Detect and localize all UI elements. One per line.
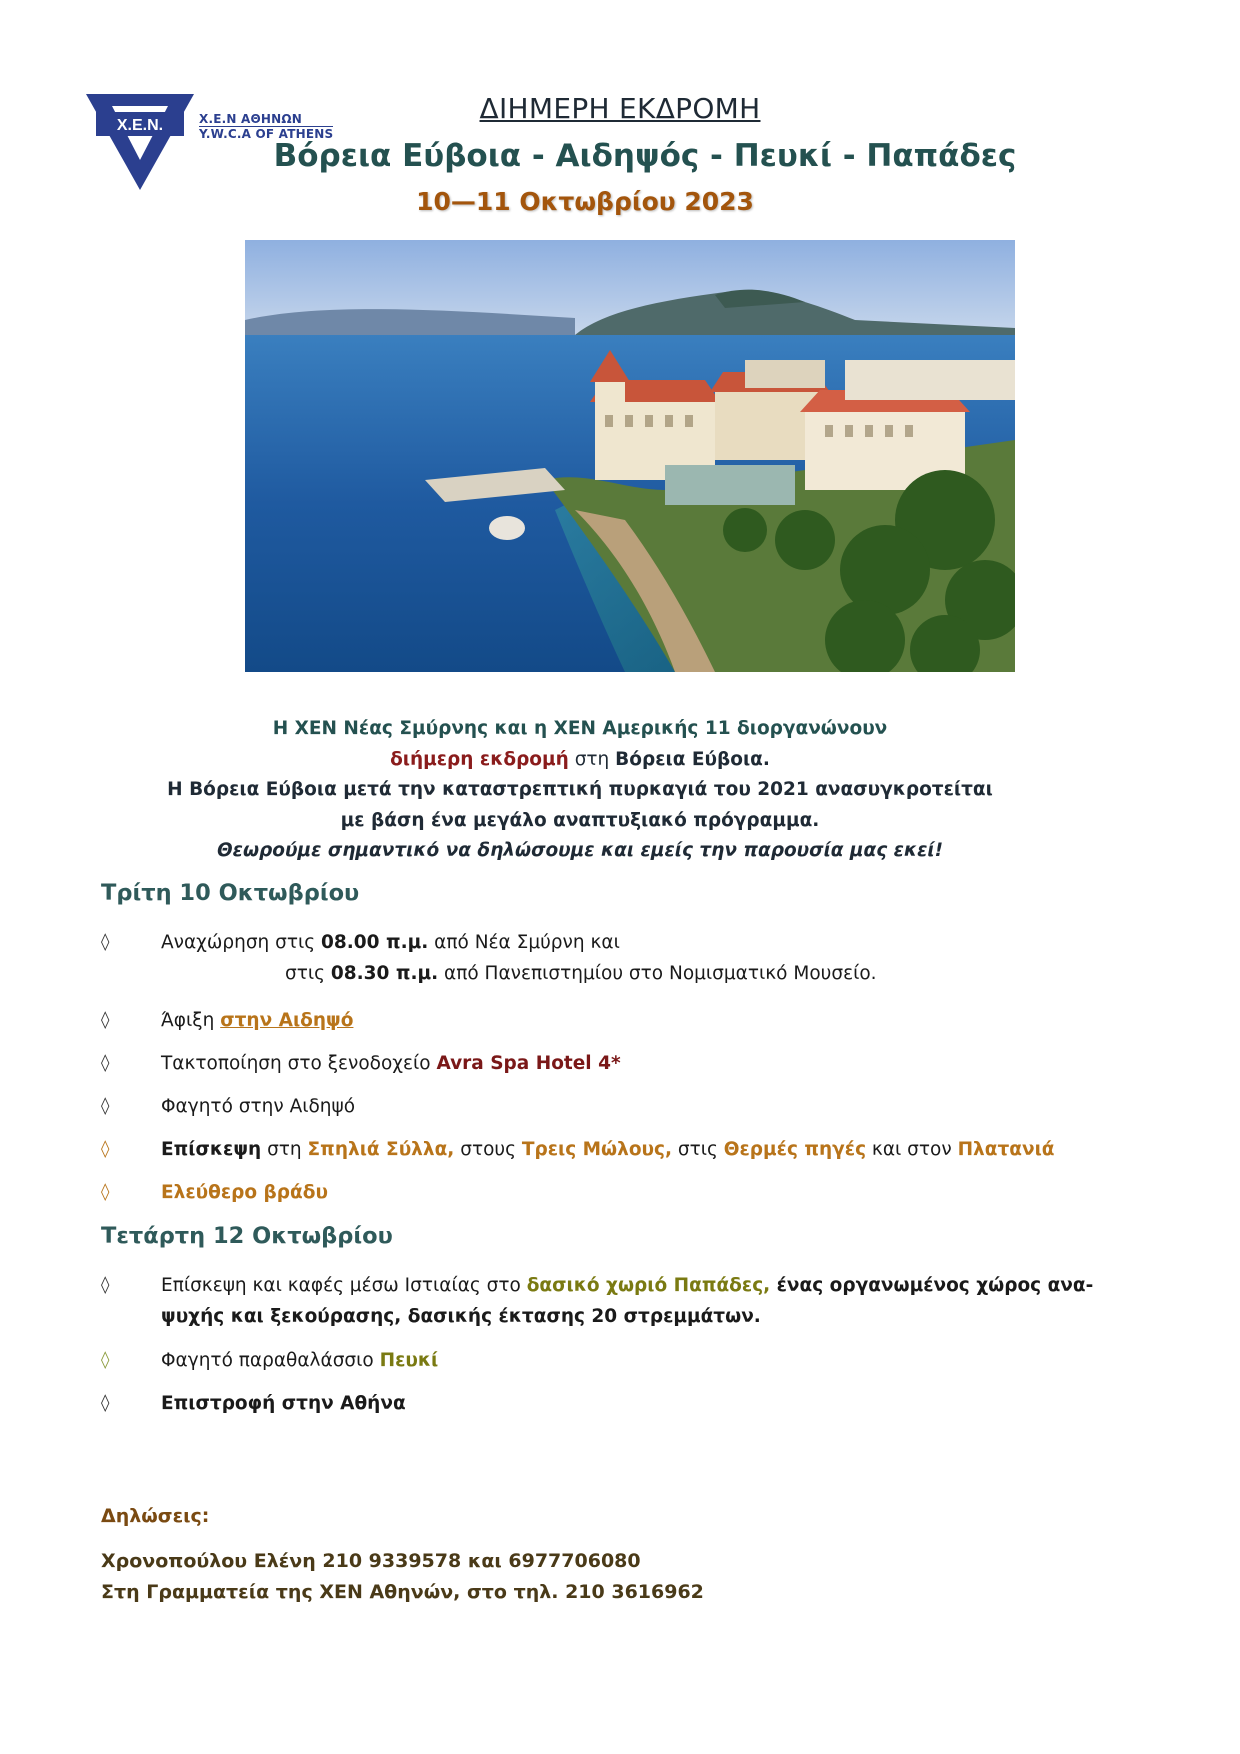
place-platania: Πλατανιά (957, 1139, 1055, 1160)
intro-paragraph (0, 714, 1160, 867)
diamond-bullet-icon: ◊ (101, 1139, 110, 1159)
day1-title: Τρίτη 10 Οκτωβρίου (101, 880, 360, 906)
intro-line4: με βάση ένα μεγάλο αναπτυξιακό πρόγραμμα. (340, 809, 820, 831)
meal-text: Φαγητό στην Αιδηψό (161, 1096, 356, 1117)
departure-time-2: 08.30 π.μ. (330, 963, 439, 984)
logo-line1: Χ.Ε.Ν ΑΘΗΝΩΝ (199, 112, 333, 127)
diamond-bullet-icon: ◊ (101, 1182, 110, 1202)
contact-line2: Στη Γραμματεία της ΧΕΝ Αθηνών, στο τηλ. 210 3616962 (101, 1581, 704, 1603)
registrations-heading: Δηλώσεις: (101, 1505, 210, 1527)
diamond-bullet-icon: ◊ (101, 1275, 110, 1295)
page-title: ΔΙΗΜΕΡΗ ΕΚΔΡΟΜΗ (479, 92, 761, 125)
visit-conj-3: στις (672, 1139, 724, 1160)
departure-text: Αναχώρηση στις (161, 932, 322, 953)
papades-village: δασικό χωριό Παπάδες, (526, 1275, 771, 1296)
intro-destination: Βόρεια Εύβοια. (615, 748, 770, 770)
seaside-meal-text: Φαγητό παραθαλάσσιο (161, 1350, 380, 1371)
intro-line2-mid: στη (568, 748, 616, 770)
departure-line2 (161, 958, 1141, 989)
intro-line2 (0, 745, 1160, 776)
free-evening-text: Ελεύθερο βράδυ (161, 1182, 328, 1203)
diamond-bullet-icon: ◊ (101, 1393, 110, 1413)
visit-conj-1: στη (261, 1139, 308, 1160)
visit-label: Επίσκεψη (161, 1139, 262, 1160)
papades-text: Επίσκεψη και καφές μέσω Ιστιαίας στο (161, 1275, 527, 1296)
diamond-bullet-icon: ◊ (101, 1053, 110, 1073)
return-text: Επιστροφή στην Αθήνα (161, 1393, 406, 1414)
intro-line1: Η ΧΕΝ Νέας Σμύρνης και η ΧΕΝ Αμερικής 11 διοργανώνουν (272, 718, 888, 739)
arrival-place: στην Αιδηψό (220, 1010, 354, 1031)
diamond-bullet-icon: ◊ (101, 932, 110, 952)
diamond-bullet-icon: ◊ (101, 1350, 110, 1370)
contact-line1: Χρονοπούλου Ελένη 210 9339578 και 6977706080 (101, 1550, 641, 1572)
intro-line5: Θεωρούμε σημαντικό να δηλώσουμε και εμείς την παρουσία μας εκεί! (216, 840, 944, 861)
papades-desc-1: ένας οργανωμένος χώρος ανα- (770, 1275, 1094, 1296)
visit-conj-4: και στον (866, 1139, 958, 1160)
diamond-bullet-icon: ◊ (101, 1096, 110, 1116)
arrival-text: Άφιξη (161, 1010, 221, 1031)
place-hot-springs: Θερμές πηγές (723, 1139, 867, 1160)
logo-line2: Y.W.C.A OF ATHENS (199, 127, 334, 141)
departure-place-2: από Πανεπιστημίου στο Νομισματικό Μουσείο. (438, 963, 877, 984)
diamond-bullet-icon: ◊ (101, 1010, 110, 1030)
visit-conj-2: στους (454, 1139, 522, 1160)
intro-trip-highlight: διήμερη εκδρομή (390, 748, 569, 770)
day2-title: Τετάρτη 12 Οκτωβρίου (101, 1223, 393, 1249)
hotel-seafront-photo (245, 240, 1015, 672)
trip-dates: 10—11 Οκτωβρίου 2023 (416, 187, 754, 216)
departure-text-2: στις (285, 963, 331, 984)
route-title: Βόρεια Εύβοια - Αιδηψός - Πευκί - Παπάδες (273, 138, 1017, 174)
place-pefki: Πευκί (379, 1350, 439, 1371)
hotel-text: Τακτοποίηση στο ξενοδοχείο (161, 1053, 437, 1074)
intro-line3: Η Βόρεια Εύβοια μετά την καταστρεπτική πυρκαγιά του 2021 ανασυγκροτείται (167, 779, 993, 800)
place-treis-molous: Τρεις Μώλους, (521, 1139, 673, 1160)
hotel-name: Avra Spa Hotel 4* (436, 1053, 621, 1074)
departure-place-1: από Νέα Σμύρνη και (428, 932, 620, 953)
departure-time-1: 08.00 π.μ. (321, 932, 429, 953)
place-sylla-cave: Σπηλιά Σύλλα, (307, 1139, 455, 1160)
logo-mark: X.E.N. (116, 117, 164, 134)
papades-desc-2: ψυχής και ξεκούρασης, δασικής έκτασης 20 στρεμμάτων. (161, 1306, 761, 1327)
